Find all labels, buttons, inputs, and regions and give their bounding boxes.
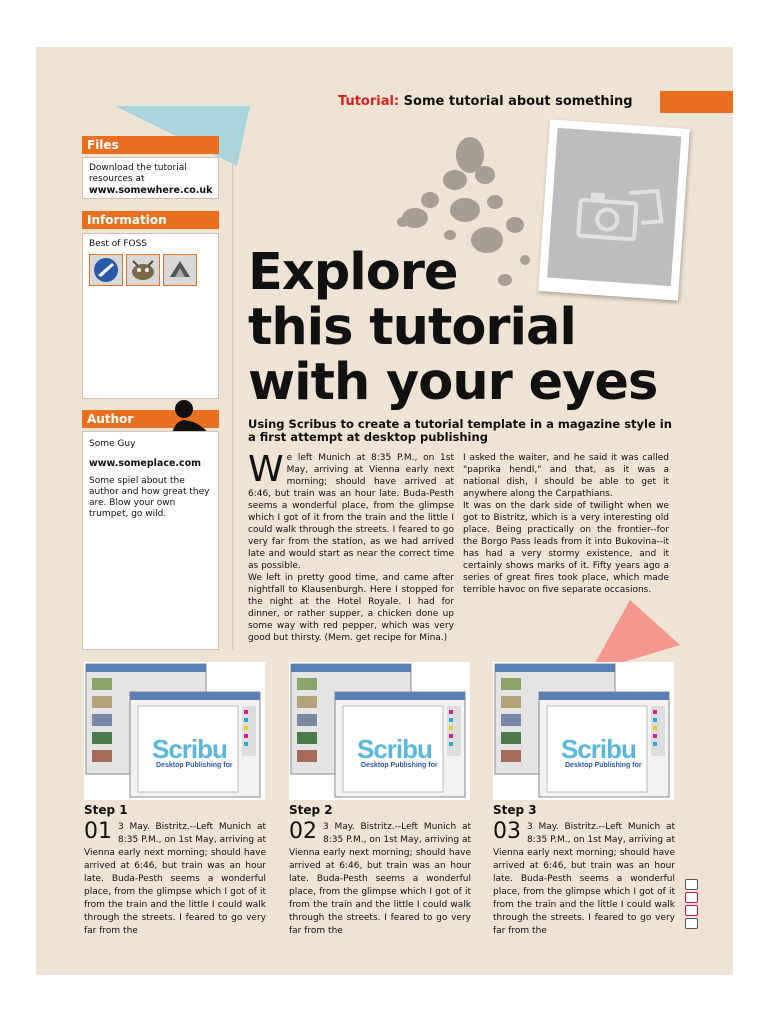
scribus-window-mockup — [84, 662, 265, 800]
page-marker — [685, 918, 698, 929]
information-box — [82, 233, 219, 399]
author-box — [82, 431, 219, 650]
header-accent-bar — [660, 91, 733, 113]
step-2-screenshot — [289, 662, 470, 800]
inkscape-icon[interactable] — [89, 254, 123, 286]
column-1-paragraph-1: e left Munich at 8:35 P.M., on 1st May, arriving at Vienna early next morning; should have arrived at 6:46, but train was an hour late. Buda-Pesth seems a wonderful place, from the glimpse which I got of it from the train and the little I could walk through the streets. I feared to go very far from the station, as we had arrived late and would start as near the correct time as possible. — [248, 453, 454, 571]
header-tag: Tutorial: — [338, 94, 400, 109]
scribus-window-mockup — [289, 662, 470, 800]
header-text: Some tutorial about something — [403, 94, 633, 109]
article-column-1 — [248, 449, 454, 644]
author-heading: Author — [82, 410, 219, 428]
scribus-tagline: Desktop Publishing for — [565, 762, 642, 769]
step-1-body: 3 May. Bistritz.--Left Munich at 8:35 P.M., on 1st May, arriving at Vienna early next morning; should have arrived at 6:46, but train was an hour late. Buda-Pesth seems a wonderful place, from the glimpse which I got of it from the train and the little I could walk through the streets. I feared to go very far from the — [84, 822, 266, 936]
scribus-logo: Scribu — [357, 734, 432, 764]
page-marker — [685, 892, 698, 903]
gimp-icon[interactable] — [126, 254, 160, 286]
sidebar-divider — [232, 130, 233, 650]
author-name: Some Guy — [89, 439, 136, 449]
step-2-text — [289, 821, 471, 938]
drop-cap: W — [248, 449, 284, 490]
step-2-body: 3 May. Bistritz.--Left Munich at 8:35 P.M., on 1st May, arriving at Vienna early next morning; should have arrived at 6:46, but train was an hour late. Buda-Pesth seems a wonderful place, from the glimpse which I got of it from the train and the little I could walk through the streets. I feared to go very far from the — [289, 822, 471, 936]
scribus-window-mockup — [493, 662, 674, 800]
article-subtitle: Using Scribus to create a tutorial template in a magazine style in a first attempt at desktop publishing — [248, 417, 672, 444]
page-header — [338, 94, 633, 109]
author-bio: Some spiel about the author and how great they are. Blow your own trumpet, go wild. — [89, 476, 210, 519]
author-url[interactable]: www.someplace.com — [89, 458, 202, 469]
files-url[interactable]: www.somewhere.co.uk — [89, 185, 213, 196]
step-1-screenshot — [84, 662, 265, 800]
page-marker-boxes — [685, 879, 698, 931]
page-marker — [685, 879, 698, 890]
blender-icon[interactable] — [163, 254, 197, 286]
information-text: Best of FOSS — [89, 239, 148, 249]
files-heading: Files — [82, 136, 219, 154]
step-3-screenshot — [493, 662, 674, 800]
column-1-paragraph-2: We left in pretty good time, and came after nightfall to Klausenburgh. Here I stopped for the night at the Hotel Royale. I had for dinner, or rather supper, a chicken done up some way with red pepper, which was very good but thirsty. (Mem. get recipe for Mina.) — [248, 573, 454, 643]
article-column-2 — [463, 452, 669, 596]
step-1-text — [84, 821, 266, 938]
step-3-number: 03 — [493, 819, 521, 844]
article-title: Explore this tutorial with your eyes — [248, 243, 658, 412]
step-2-title: Step 2 — [289, 803, 333, 817]
scribus-tagline: Desktop Publishing for — [361, 762, 438, 769]
step-2-number: 02 — [289, 819, 317, 844]
step-3-text — [493, 821, 675, 938]
files-box — [82, 157, 219, 199]
scribus-logo: Scribu — [561, 734, 636, 764]
scribus-tagline: Desktop Publishing for — [156, 762, 233, 769]
information-heading: Information — [82, 211, 219, 229]
step-1-number: 01 — [84, 819, 112, 844]
step-3-title: Step 3 — [493, 803, 537, 817]
column-2-paragraph-1: I asked the waiter, and he said it was called "paprika hendl," and that, as it was a national dish, I should be able to get it anywhere along the Carpathians. — [463, 453, 669, 499]
column-2-paragraph-2: It was on the dark side of twilight when we got to Bistritz, which is a very interesting old place. Being practically on the frontier--for the Borgo Pass leads from it into Bukovina--it has had a very stormy existence, and it certainly shows marks of it. Fifty years ago a series of great fires took place, which made terrible havoc on five separate occasions. — [463, 501, 669, 595]
step-1-title: Step 1 — [84, 803, 128, 817]
step-3-body: 3 May. Bistritz.--Left Munich at 8:35 P.M., on 1st May, arriving at Vienna early next morning; should have arrived at 6:46, but train was an hour late. Buda-Pesth seems a wonderful place, from the glimpse which I got of it from the train and the little I could walk through the streets. I feared to go very far from the — [493, 822, 675, 936]
scribus-logo: Scribu — [152, 734, 227, 764]
page-marker — [685, 905, 698, 916]
files-text: Download the tutorial resources at — [89, 163, 187, 184]
